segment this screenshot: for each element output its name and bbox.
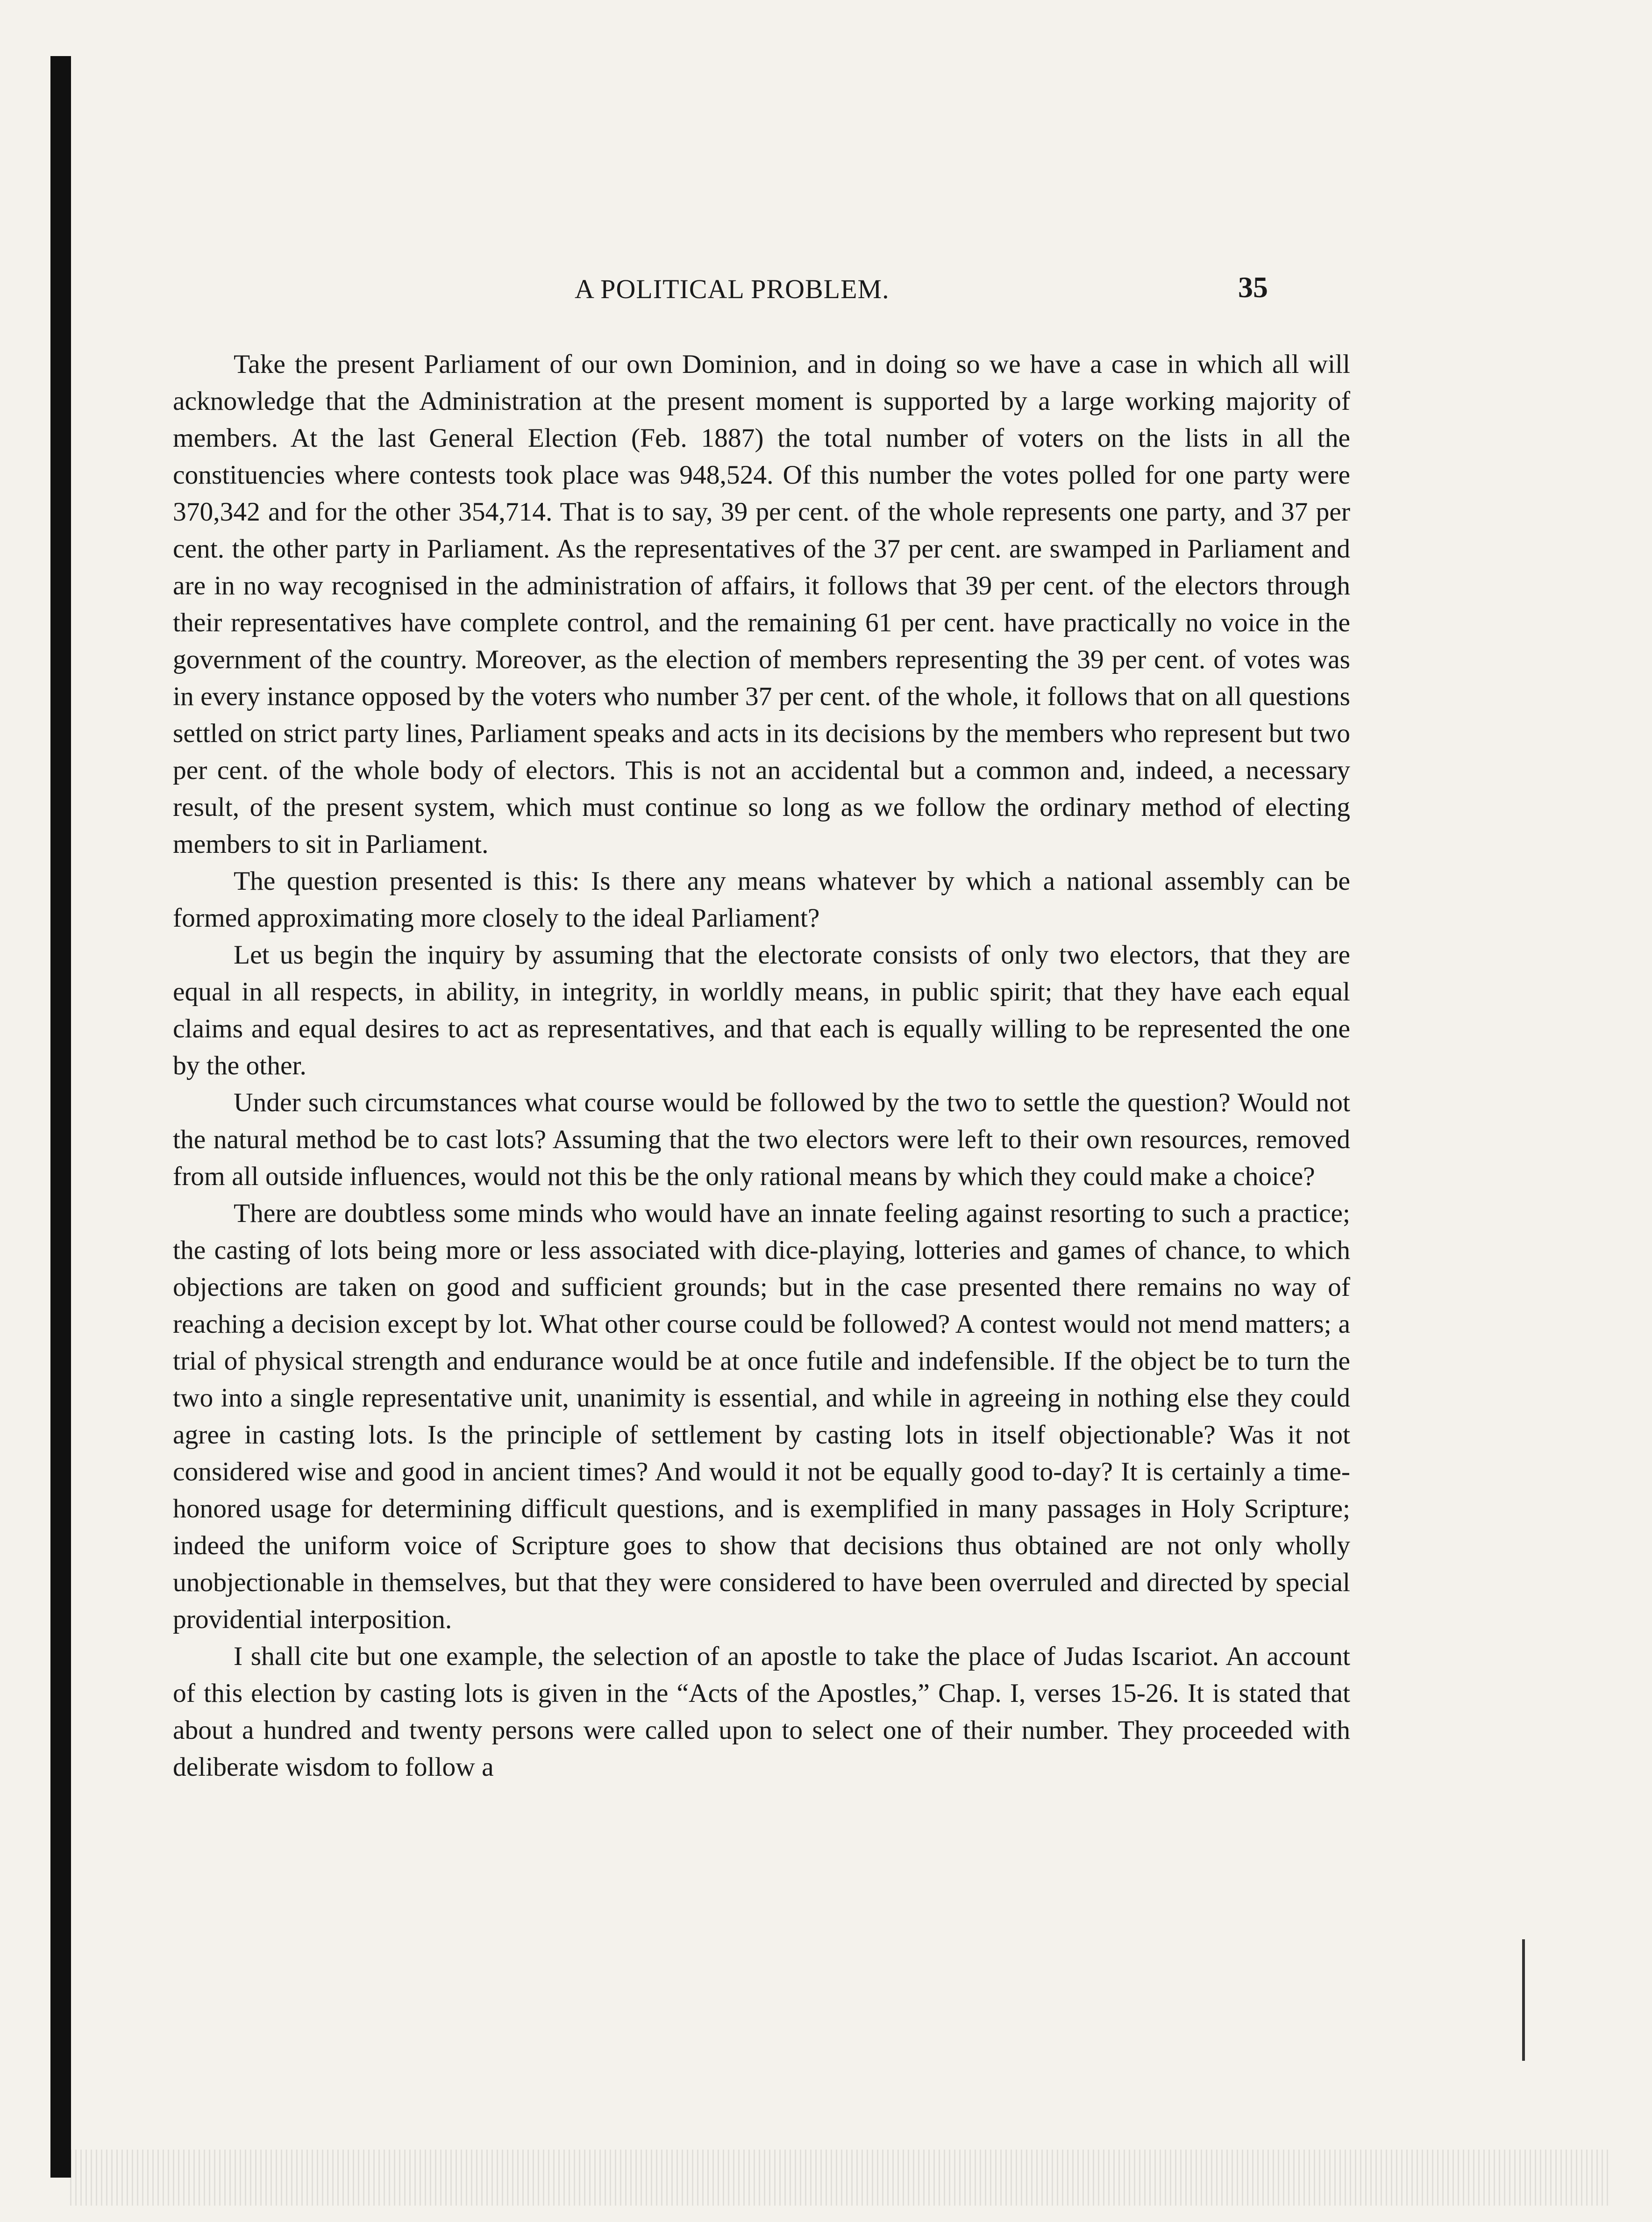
paragraph: I shall cite but one example, the selection of an apostle to take the place of Judas Iscariot. An account of this election by casting lots is given in the “Acts of the Apostles,” Chap. I, verses 15-26. It is stated that about a hundred and twenty persons were called upon to select one of their number. They proceeded with deliberate wisdom to follow a — [173, 1642, 1350, 1782]
body-text — [173, 346, 1350, 1786]
scan-edge-bar — [50, 56, 71, 2178]
scan-bottom-noise — [70, 2150, 1612, 2206]
paragraph: Let us begin the inquiry by assuming that the electorate consists of only two electors, that they are equal in all respects, in ability, in integrity, in worldly means, in public spirit; that they have each equal claims and equal desires to act as representatives, and that each is equally willing to be represented the one by the other. — [173, 940, 1350, 1080]
paragraph: The question presented is this: Is there any means whatever by which a national assembly can be formed approximating more closely to the ideal Parliament? — [173, 866, 1350, 933]
running-title: A POLITICAL PROBLEM. — [575, 274, 890, 304]
page-number: 35 — [1238, 271, 1268, 304]
paragraph: Take the present Parliament of our own Dominion, and in doing so we have a case in which all will acknowledge that the Administration at the present moment is supported by a large working majority of members. At the last General Election (Feb. 1887) the total number of voters on the lists in all the constituencies where contests took place was 948,524. Of this number the votes polled for one party were 370,342 and for the other 354,714. That is to say, 39 per cent. of the whole represents one party, and 37 per cent. the other party in Parliament. As the representatives of the 37 per cent. are swamped in Parliament and are in no way recognised in the administration of affairs, it follows that 39 per cent. of the electors through their representatives have complete control, and the remaining 61 per cent. have practically no voice in the government of the country. Moreover, as the election of members representing the 39 per cent. of votes was in every instance opposed by the voters who number 37 per cent. of the whole, it follows that on all questions settled on strict party lines, Parliament speaks and acts in its decisions by the members who represent but two per cent. of the whole body of electors. This is not an accidental but a common and, indeed, a necessary result, of the present system, which must continue so long as we follow the ordinary method of electing members to sit in Parliament. — [173, 350, 1350, 859]
paragraph: Under such circumstances what course would be followed by the two to settle the question? Would not the natural method be to cast lots? Assuming that the two electors were left to their own resources, removed from all outside influences, would not this be the only rational means by which they could make a choice? — [173, 1088, 1350, 1191]
scan-margin-mark — [1522, 1939, 1525, 2061]
paragraph: There are doubtless some minds who would have an innate feeling against resorting to such a practice; the casting of lots being more or less associated with dice-playing, lotteries and games of chance, to which objections are taken on good and sufficient grounds; but in the case presented there remains no way of reaching a decision except by lot. What other course could be followed? A contest would not mend matters; a trial of physical strength and endurance would be at once futile and indefensible. If the object be to turn the two into a single representative unit, unanimity is essential, and while in agreeing in nothing else they could agree in casting lots. Is the principle of settlement by casting lots in itself objectionable? Was it not considered wise and good in ancient times? And would it not be equally good to-day? It is certainly a time-honored usage for determining difficult questions, and is exemplified in many passages in Holy Scripture; indeed the uniform voice of Scripture goes to show that decisions thus obtained are not only wholly unobjectionable in themselves, but that they were considered to have been overruled and directed by special providential interposition. — [173, 1199, 1350, 1634]
